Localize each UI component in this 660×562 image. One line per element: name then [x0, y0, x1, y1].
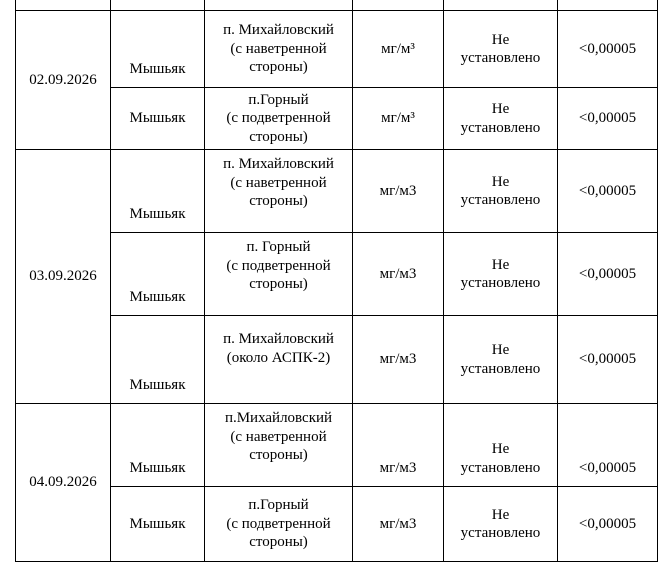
unit-cell: мг/м3 [353, 150, 444, 233]
place-cell [205, 11, 353, 88]
norm-cell [444, 316, 558, 404]
norm-cell [444, 11, 558, 88]
place-line: (с подветренной [226, 515, 331, 532]
norm-line: установлено [460, 360, 541, 377]
place-line: стороны) [249, 128, 308, 145]
norm-line: Не [491, 342, 510, 358]
monitoring-table [15, 0, 658, 562]
place-line: (с наветренной [230, 174, 327, 191]
norm-line: Не [491, 441, 510, 457]
place-line: п.Михайловский [224, 410, 333, 426]
value-cell: <0,00005 [558, 487, 658, 562]
value-cell: <0,00005 [558, 404, 658, 487]
value-cell: <0,00005 [558, 233, 658, 316]
place-line: п. Михайловский [223, 331, 334, 347]
place-line: п.Горный [248, 91, 309, 108]
substance-cell: Мышьяк [111, 233, 205, 316]
place-line: п. Горный [246, 239, 311, 255]
substance-cell: Мышьяк [111, 150, 205, 233]
table-row [16, 316, 658, 404]
table-row [16, 11, 658, 88]
place-cell [205, 316, 353, 404]
table-row [16, 150, 658, 233]
date-cell: 02.09.2026 [16, 11, 111, 150]
norm-cell [444, 487, 558, 562]
place-line: стороны) [249, 447, 308, 463]
norm-cell [444, 233, 558, 316]
place-line: п.Горный [248, 497, 309, 514]
place-cell [205, 487, 353, 562]
unit-cell: мг/м3 [353, 404, 444, 487]
norm-line: Не [491, 506, 510, 523]
place-line: п. Михайловский [223, 22, 334, 39]
substance-cell: Мышьяк [111, 487, 205, 562]
table-row [16, 233, 658, 316]
norm-line: установлено [460, 192, 541, 208]
substance-cell: Мышьяк [111, 316, 205, 404]
norm-cell [444, 150, 558, 233]
norm-line: Не [491, 101, 510, 117]
place-line: стороны) [249, 276, 308, 292]
norm-line: установлено [460, 459, 541, 476]
date-cell: 03.09.2026 [16, 150, 111, 404]
place-line: (с наветренной [230, 428, 327, 445]
table-row [16, 404, 658, 487]
norm-line: установлено [460, 50, 541, 66]
norm-line: Не [491, 31, 510, 48]
table-row [16, 88, 658, 150]
date-cell: 04.09.2026 [16, 404, 111, 562]
place-line: (с подветренной [226, 257, 331, 274]
norm-line: Не [491, 256, 510, 273]
norm-cell [444, 88, 558, 150]
place-line: (с подветренной [226, 110, 331, 127]
substance-cell: Мышьяк [111, 404, 205, 487]
unit-cell: мг/м3 [353, 487, 444, 562]
place-line: (с наветренной [230, 40, 327, 57]
place-line: (около АСПК-2) [226, 349, 331, 366]
norm-line: установлено [460, 525, 541, 541]
place-cell [205, 88, 353, 150]
unit-cell: мг/м3 [353, 233, 444, 316]
place-cell [205, 233, 353, 316]
norm-cell [444, 404, 558, 487]
norm-line: установлено [460, 119, 541, 136]
place-line: п. Михайловский [223, 156, 334, 172]
unit-cell: мг/м³ [353, 88, 444, 150]
place-cell [205, 150, 353, 233]
place-cell [205, 404, 353, 487]
value-cell: <0,00005 [558, 150, 658, 233]
place-line: стороны) [249, 193, 308, 209]
value-cell: <0,00005 [558, 88, 658, 150]
substance-cell: Мышьяк [111, 88, 205, 150]
unit-cell: мг/м³ [353, 11, 444, 88]
norm-line: установлено [460, 275, 541, 291]
place-line: стороны) [249, 534, 308, 551]
norm-line: Не [491, 173, 510, 190]
table-row-top [16, 0, 658, 11]
value-cell: <0,00005 [558, 316, 658, 404]
substance-cell: Мышьяк [111, 11, 205, 88]
table-row [16, 487, 658, 562]
value-cell: <0,00005 [558, 11, 658, 88]
unit-cell: мг/м3 [353, 316, 444, 404]
place-line: стороны) [249, 59, 308, 76]
